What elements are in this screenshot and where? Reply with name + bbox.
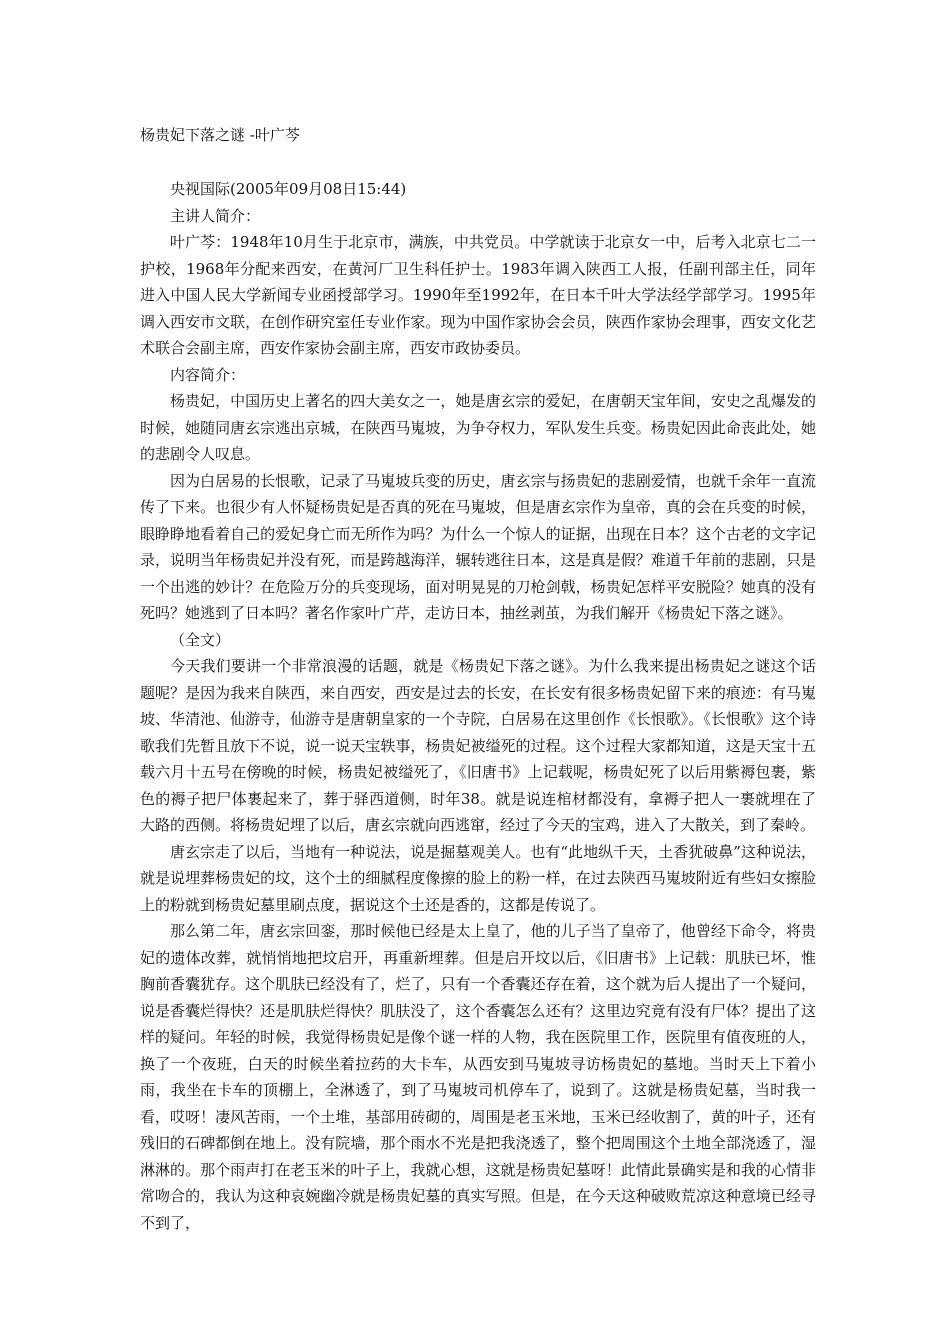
content-heading: 内容简介： xyxy=(170,365,246,384)
content-intro-paragraph: 杨贵妃，中国历史上著名的四大美女之一，她是唐玄宗的爱妃，在唐朝天宝年间，安史之乱爆发的时候，她随同唐玄宗逃出京城，在陕西马嵬坡，为争夺权力，军队发生兵变。杨贵妃因此命丧此处，她的悲剧令人叹息。 xyxy=(140,392,816,463)
source-line: 央视国际(2005年09月08日15:44) xyxy=(170,180,407,198)
body-paragraph: 今天我们要讲一个非常浪漫的话题，就是《杨贵妃下落之谜》。为什么我来提出杨贵妃之谜这个话题呢？是因为我来自陕西，来自西安，西安是过去的长安，在长安有很多杨贵妃留下来的痕迹：有马嵬坡、华清池、仙游寺，仙游寺是唐朝皇家的一个寺院，白居易在这里创作《长恨歌》。《长恨歌》这个诗歌我们先暂且放下不说，说一说天宝轶事，杨贵妃被缢死的过程。这个过程大家都知道，这是天宝十五载六月十五号在傍晚的时候，杨贵妃被缢死了，《旧唐书》上记载呢，杨贵妃死了以后用紫褥包裹，紫色的褥子把尸体裹起来了，葬于驿西道侧，时年38。就是说连棺材都没有，拿褥子把人一裹就埋在了大路的西侧。将杨贵妃埋了以后，唐玄宗就向西逃窜，经过了今天的宝鸡，进入了大散关，到了秦岭。 xyxy=(140,657,816,834)
document-body xyxy=(140,176,816,1236)
content-intro-paragraph: 因为白居易的长恨歌，记录了马嵬坡兵变的历史，唐玄宗与扬贵妃的悲剧爱情，也就千余年一直流传了下来。也很少有人怀疑杨贵妃是否真的死在马嵬坡，但是唐玄宗作为皇帝，真的会在兵变的时候，眼睁睁地看着自己的爱妃身亡而无所作为吗？为什么一个惊人的证据，出现在日本？这个古老的文字记录，说明当年杨贵妃并没有死，而是跨越海洋，辗转逃往日本，这是真是假？难道千年前的悲剧，只是一个出逃的妙计？在危险万分的兵变现场，面对明晃晃的刀枪剑戟，杨贵妃怎样平安脱险？她真的没有死吗？她逃到了日本吗？著名作家叶广芹，走访日本，抽丝剥茧，为我们解开《杨贵妃下落之谜》。 xyxy=(140,471,816,622)
body-paragraph: 唐玄宗走了以后，当地有一种说法，说是掘墓观美人。也有“此地纵千天，土香犹破鼻”这种说法，就是说埋葬杨贵妃的坟，这个土的细腻程度像擦的脸上的粉一样，在过去陕西马嵬坡附近有些妇女擦脸上的粉就到杨贵妃墓里刷点度，据说这个土还是香的，这都是传说了。 xyxy=(140,842,816,914)
document-title: 杨贵妃下落之谜 -叶广芩 xyxy=(140,126,300,144)
body-paragraph: 那么第二年，唐玄宗回銮，那时候他已经是太上皇了，他的儿子当了皇帝了，他曾经下命令，将贵妃的遗体改葬，就悄悄地把坟启开，再重新埋葬。但是启开坟以后，《旧唐书》上记载：肌肤已坏，惟胸前香囊犹存。这个肌肤已经没有了，烂了，只有一个香囊还存在着，这个就为后人提出了一个疑问，说是香囊烂得快？还是肌肤烂得快？肌肤没了，这个香囊怎么还有？这里边究竟有没有尸体？提出了这样的疑问。年轻的时候，我觉得杨贵妃是像个谜一样的人物，我在医院里工作，医院里有值夜班的人，换了一个夜班，白天的时候坐着拉药的大卡车，从西安到马嵬坡寻访杨贵妃的墓地。当时天上下着小雨，我坐在卡车的顶棚上，全淋透了，到了马嵬坡司机停车了，说到了。这就是杨贵妃墓，当时我一看，哎呀！凄风苦雨，一个土堆，基部用砖砌的，周围是老玉米地，玉米已经收割了，黄的叶子，还有残旧的石碑都倒在地上。没有院墙，那个雨水不光是把我浇透了，整个把周围这个土地全部浇透了，湿淋淋的。那个雨声打在老玉米的叶子上，我就心想，这就是杨贵妃墓呀！此情此景确实是和我的心情非常吻合的，我认为这种哀婉幽冷就是杨贵妃墓的真实写照。但是，在今天这种破败荒凉这种意境已经寻不到了， xyxy=(140,922,816,1232)
speaker-heading: 主讲人简介： xyxy=(170,206,261,225)
speaker-intro-paragraph: 叶广芩：1948年10月生于北京市，满族，中共党员。中学就读于北京女一中，后考入北京七二一护校，1968年分配来西安，在黄河厂卫生科任护士。1983年调入陕西工人报，任副刊部主任，同年进入中国人民大学新闻专业函授部学习。1990年至1992年，在日本千叶大学法经学部学习。1995年调入西安市文联，在创作研究室任专业作家。现为中国作家协会会员，陕西作家协会理事，西安文化艺术联合会副主席，西安作家协会副主席，西安市政协委员。 xyxy=(140,233,816,357)
fulltext-heading: （全文） xyxy=(170,630,231,649)
